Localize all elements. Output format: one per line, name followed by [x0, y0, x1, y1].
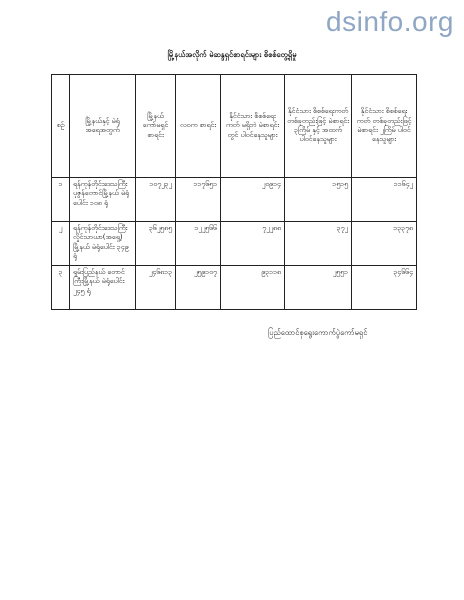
cell-twice: ၁၃၃၇၈	[352, 222, 417, 266]
document-title: မြို့နယ်အလိုက် မဲဆန္ဒရှင်စာရင်းများ စိစစ်တွေ့ရှိမှု	[167, 50, 297, 59]
cell-commission: ၂၄၆၈၁၃	[136, 266, 176, 310]
cell-no-card: ၂၀၉၁၄	[221, 178, 285, 222]
cell-lawaka: ၁၂၂၅၆၆	[176, 222, 221, 266]
header-no-card: နိုင်ငံသား စိစစ်ရေးကတ် မရှိဘဲ မဲစာရင်းတွင် ပါဝင်နေသူများ	[221, 75, 285, 178]
cell-commission: ၁၀၇၂၃၂	[136, 178, 176, 222]
header-commission-list: မြို့နယ် ကော်မရှင် စာရင်း	[136, 75, 176, 178]
header-lawaka-list: လဝက စာရင်း	[176, 75, 221, 178]
cell-three-plus: ၂၅၅၁	[285, 266, 352, 310]
cell-twice: ၁၁၆၄၂	[352, 178, 417, 222]
cell-lawaka: ၁၁၇၆၅၁	[176, 178, 221, 222]
header-serial: စဉ်	[52, 75, 70, 178]
cell-serial: ၃	[52, 266, 70, 310]
watermark-logo: dsinfo.org	[326, 6, 454, 37]
table-row	[52, 222, 417, 266]
cell-commission: ၃၆၂၅၈၅	[136, 222, 176, 266]
cell-township: ရန်ကုန်တိုင်းဒေသကြီး လှိုင်သာယာ(အရှေ့) မြို့နယ် မဲရုံပေါင်း ၃၄၉ ရုံ	[70, 222, 136, 266]
cell-three-plus: ၁၅၁၅	[285, 178, 352, 222]
cell-township: ရှမ်းပြည်နယ် တောင်ကြီးမြို့နယ် မဲရုံပေါင်း ၂၄၅ ရုံ	[70, 266, 136, 310]
cell-serial: ၂	[52, 222, 70, 266]
table-row	[52, 178, 417, 222]
header-three-plus: နိုင်ငံသား စိစစ်ရေးကတ် တစ်ခုတည်းဖြင့် မဲစာရင်း ၃ကြိမ် နှင့် အထက် ပါဝင်နေသူများ	[285, 75, 352, 178]
cell-lawaka: ၂၅၉၁၀၇	[176, 266, 221, 310]
table-header-row	[52, 75, 417, 178]
cell-no-card: ၉၃၁၁၈	[221, 266, 285, 310]
records-table	[51, 74, 417, 310]
header-twice: နိုင်ငံသား စိစစ်ရေးကတ် တစ်ခုတည်းဖြင့် မဲစာရင်း ၂ကြိမ် ပါဝင်နေသူများ	[352, 75, 417, 178]
table-row	[52, 266, 417, 310]
header-township: မြို့နယ်နှင့် မဲရုံအရေအတွက်	[70, 75, 136, 178]
cell-township: ရန်ကုန်တိုင်းဒေသကြီး ပုဇွန်တောင်မြို့နယ် မဲရုံပေါင်း ၁၀၈ ရုံ	[70, 178, 136, 222]
issuer-signature: ပြည်ထောင်စုရွေးကောက်ပွဲကော်မရှင်	[268, 328, 368, 337]
cell-twice: ၃၄၆၆၄	[352, 266, 417, 310]
cell-serial: ၁	[52, 178, 70, 222]
cell-three-plus: ၃၇၂	[285, 222, 352, 266]
cell-no-card: ၇၂၂၈၈	[221, 222, 285, 266]
